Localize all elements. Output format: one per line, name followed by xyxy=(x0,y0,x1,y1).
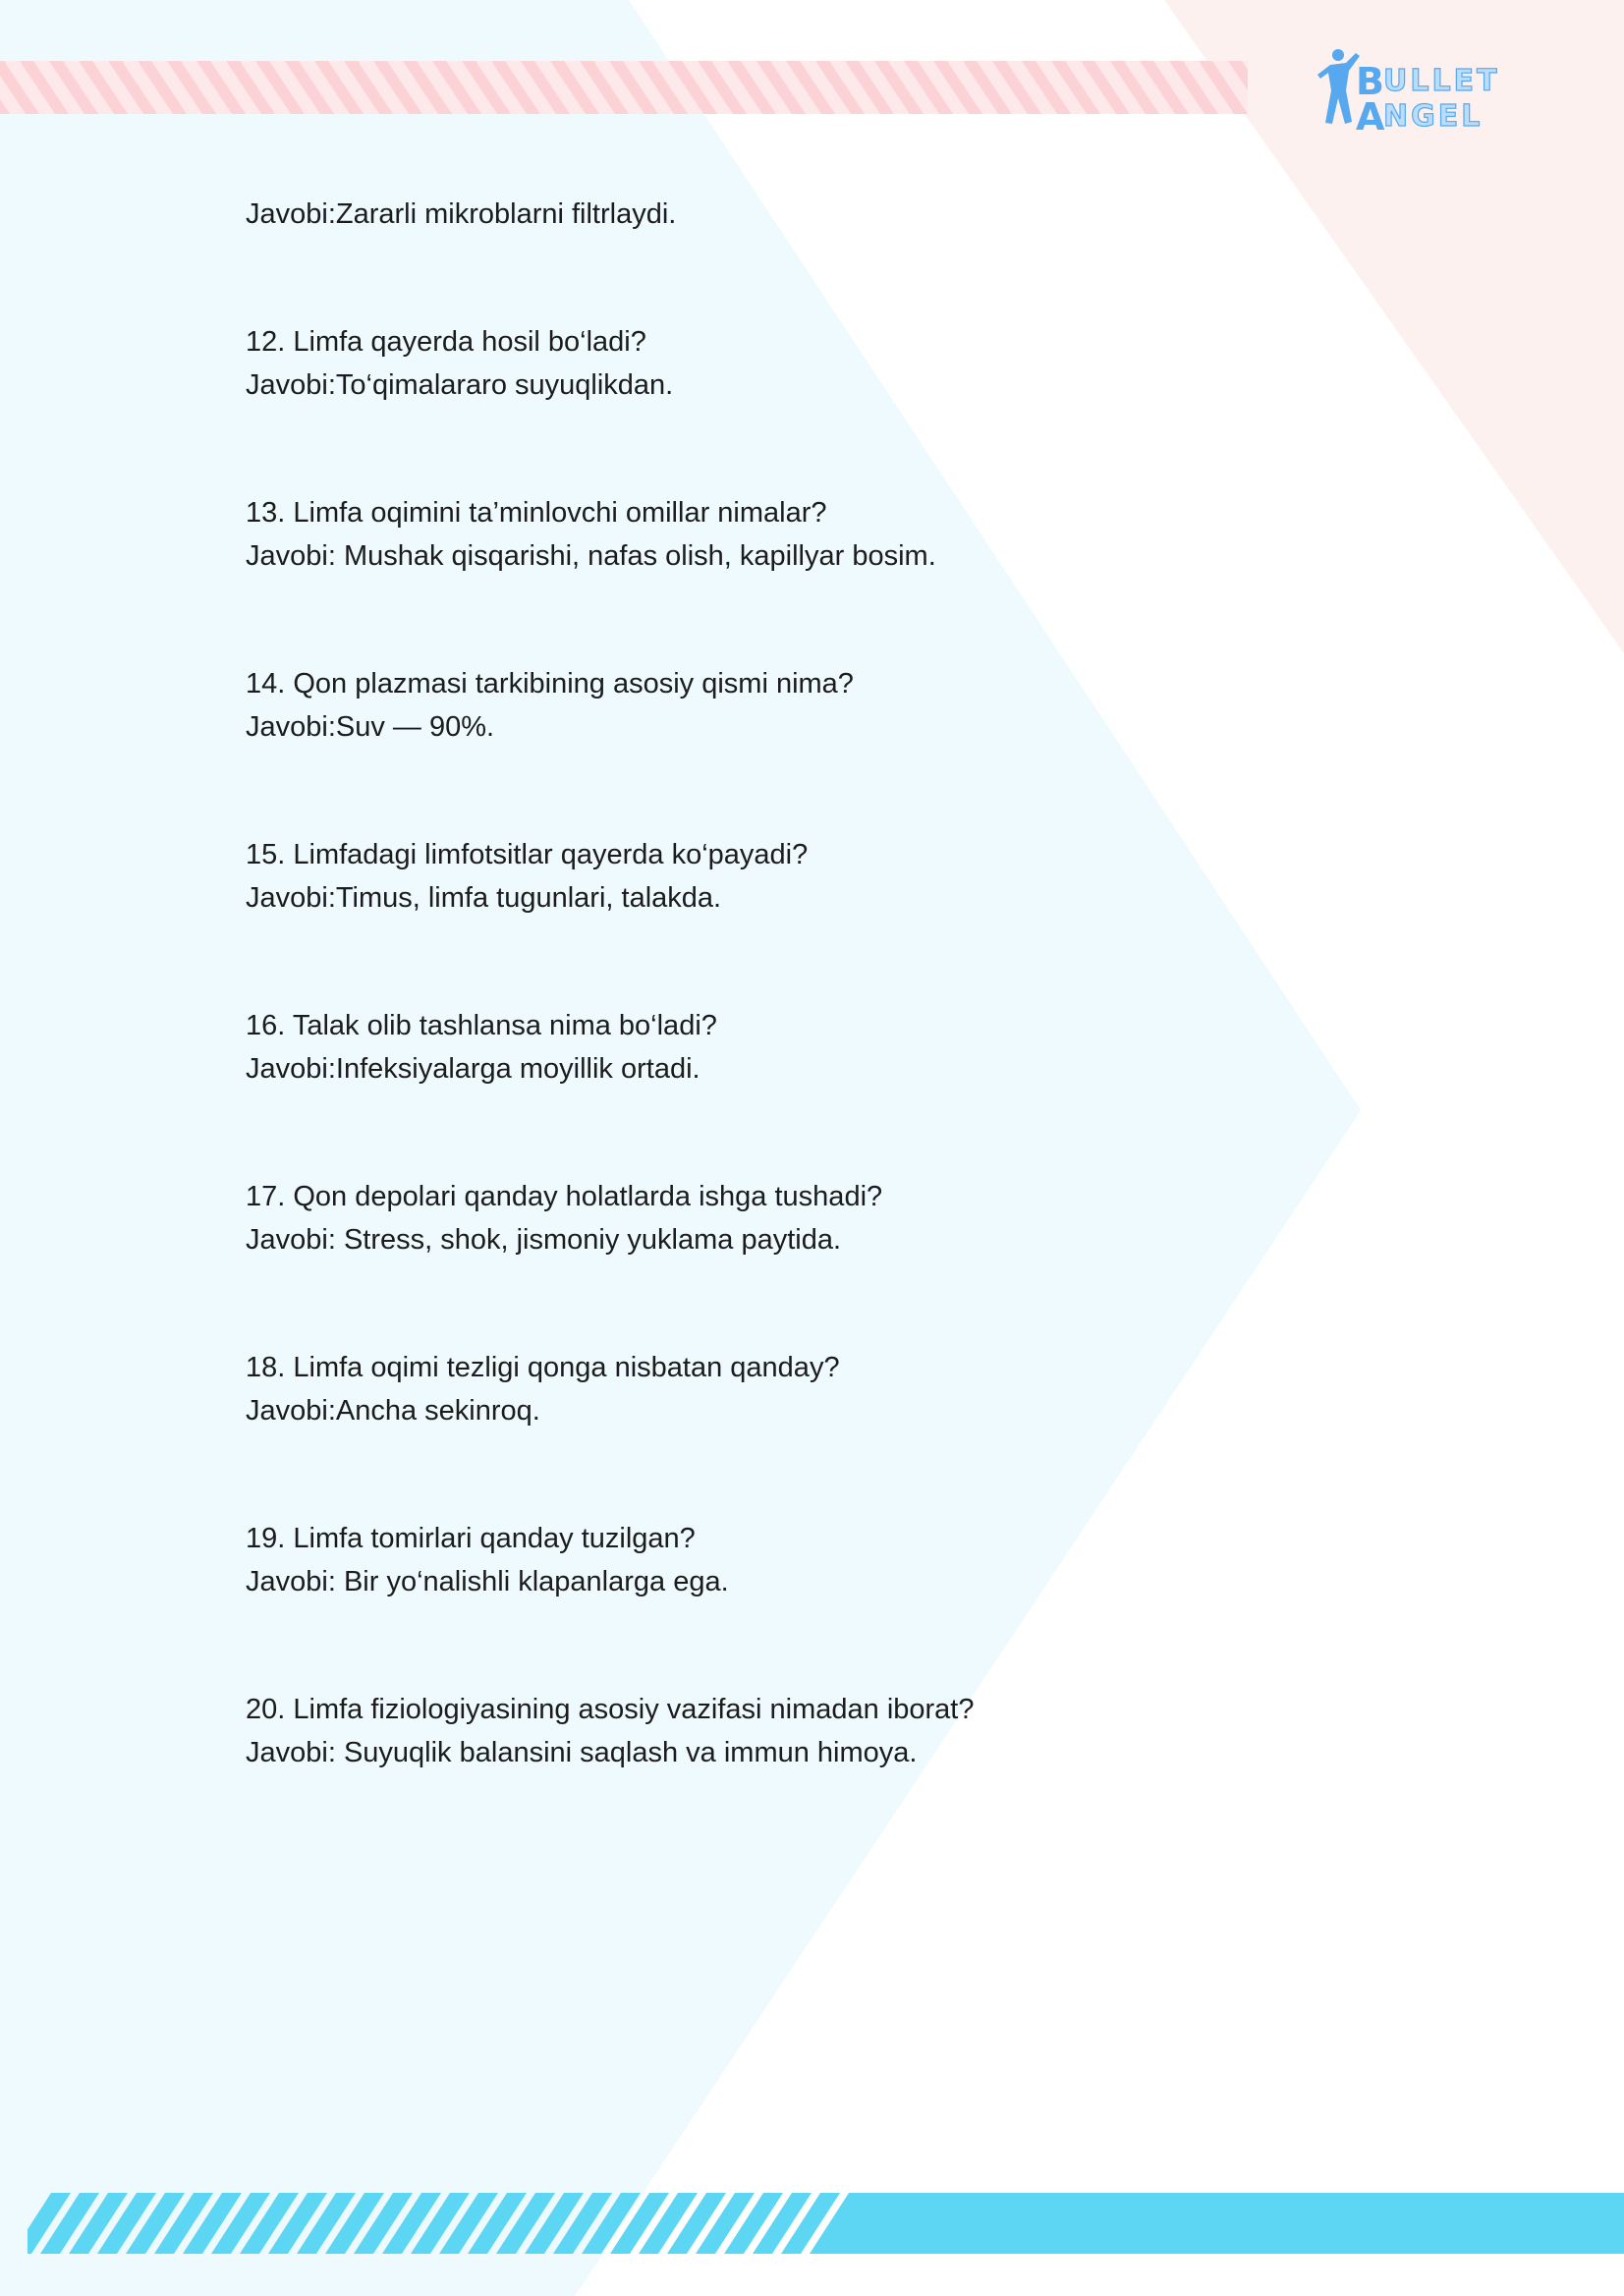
answer-text: Javobi: Suyuqlik balansini saqlash va immun himoya. xyxy=(246,1737,918,1768)
qa-item xyxy=(246,1175,1425,1261)
logo-initial-b: B xyxy=(1356,60,1384,103)
top-stripe-band xyxy=(0,61,1336,114)
question-text: 17. Qon depolari qanday holatlarda ishga tushadi? xyxy=(246,1181,883,1212)
qa-item xyxy=(246,320,1425,407)
answer-text: Javobi:Timus, limfa tugunlari, talakda. xyxy=(246,882,722,914)
qa-item xyxy=(246,491,1425,578)
answer-text: Javobi:Infeksiyalarga moyillik ortadi. xyxy=(246,1053,700,1085)
question-text: 18. Limfa oqimi tezligi qonga nisbatan qanday? xyxy=(246,1352,840,1383)
question-text: 19. Limfa tomirlari qanday tuzilgan? xyxy=(246,1523,696,1554)
qa-item xyxy=(246,1688,1425,1774)
question-text: 12. Limfa qayerda hosil bo‘ladi? xyxy=(246,326,646,358)
question-text: 20. Limfa fiziologiyasining asosiy vazifasi nimadan iborat? xyxy=(246,1694,975,1725)
document-body xyxy=(246,193,1425,1774)
logo-line-1: ULLET xyxy=(1383,64,1500,98)
answer-text: Javobi:To‘qimalararo suyuqlikdan. xyxy=(246,369,674,401)
qa-item xyxy=(246,1004,1425,1091)
answer-text: Javobi:Ancha sekinroq. xyxy=(246,1395,540,1427)
answer-text: Javobi: Mushak qisqarishi, nafas olish, kapillyar bosim. xyxy=(246,540,936,572)
answer-text: Javobi: Stress, shok, jismoniy yuklama paytida. xyxy=(246,1224,842,1256)
answer-text: Javobi: Bir yo‘nalishli klapanlarga ega. xyxy=(246,1566,729,1597)
question-text: 15. Limfadagi limfotsitlar qayerda ko‘payadi? xyxy=(246,839,809,870)
question-text: 14. Qon plazmasi tarkibining asosiy qismi nima? xyxy=(246,668,854,700)
qa-item xyxy=(246,662,1425,749)
question-text: 13. Limfa oqimini ta’minlovchi omillar nimalar? xyxy=(246,497,827,529)
qa-item xyxy=(246,833,1425,920)
answer-text: Javobi:Suv — 90%. xyxy=(246,711,495,743)
intro-answer: Javobi:Zararli mikroblarni filtrlaydi. xyxy=(246,198,677,230)
logo-line-2: NGEL xyxy=(1383,99,1484,134)
figure-icon xyxy=(1317,49,1360,124)
qa-item xyxy=(246,1517,1425,1603)
logo-initial-a: A xyxy=(1356,95,1385,138)
bottom-solid-bar xyxy=(827,2193,1624,2254)
question-text: 16. Talak olib tashlansa nima bo‘ladi? xyxy=(246,1010,717,1041)
bullet-angel-logo xyxy=(1316,39,1562,138)
qa-list xyxy=(246,320,1425,1774)
qa-item xyxy=(246,1346,1425,1432)
